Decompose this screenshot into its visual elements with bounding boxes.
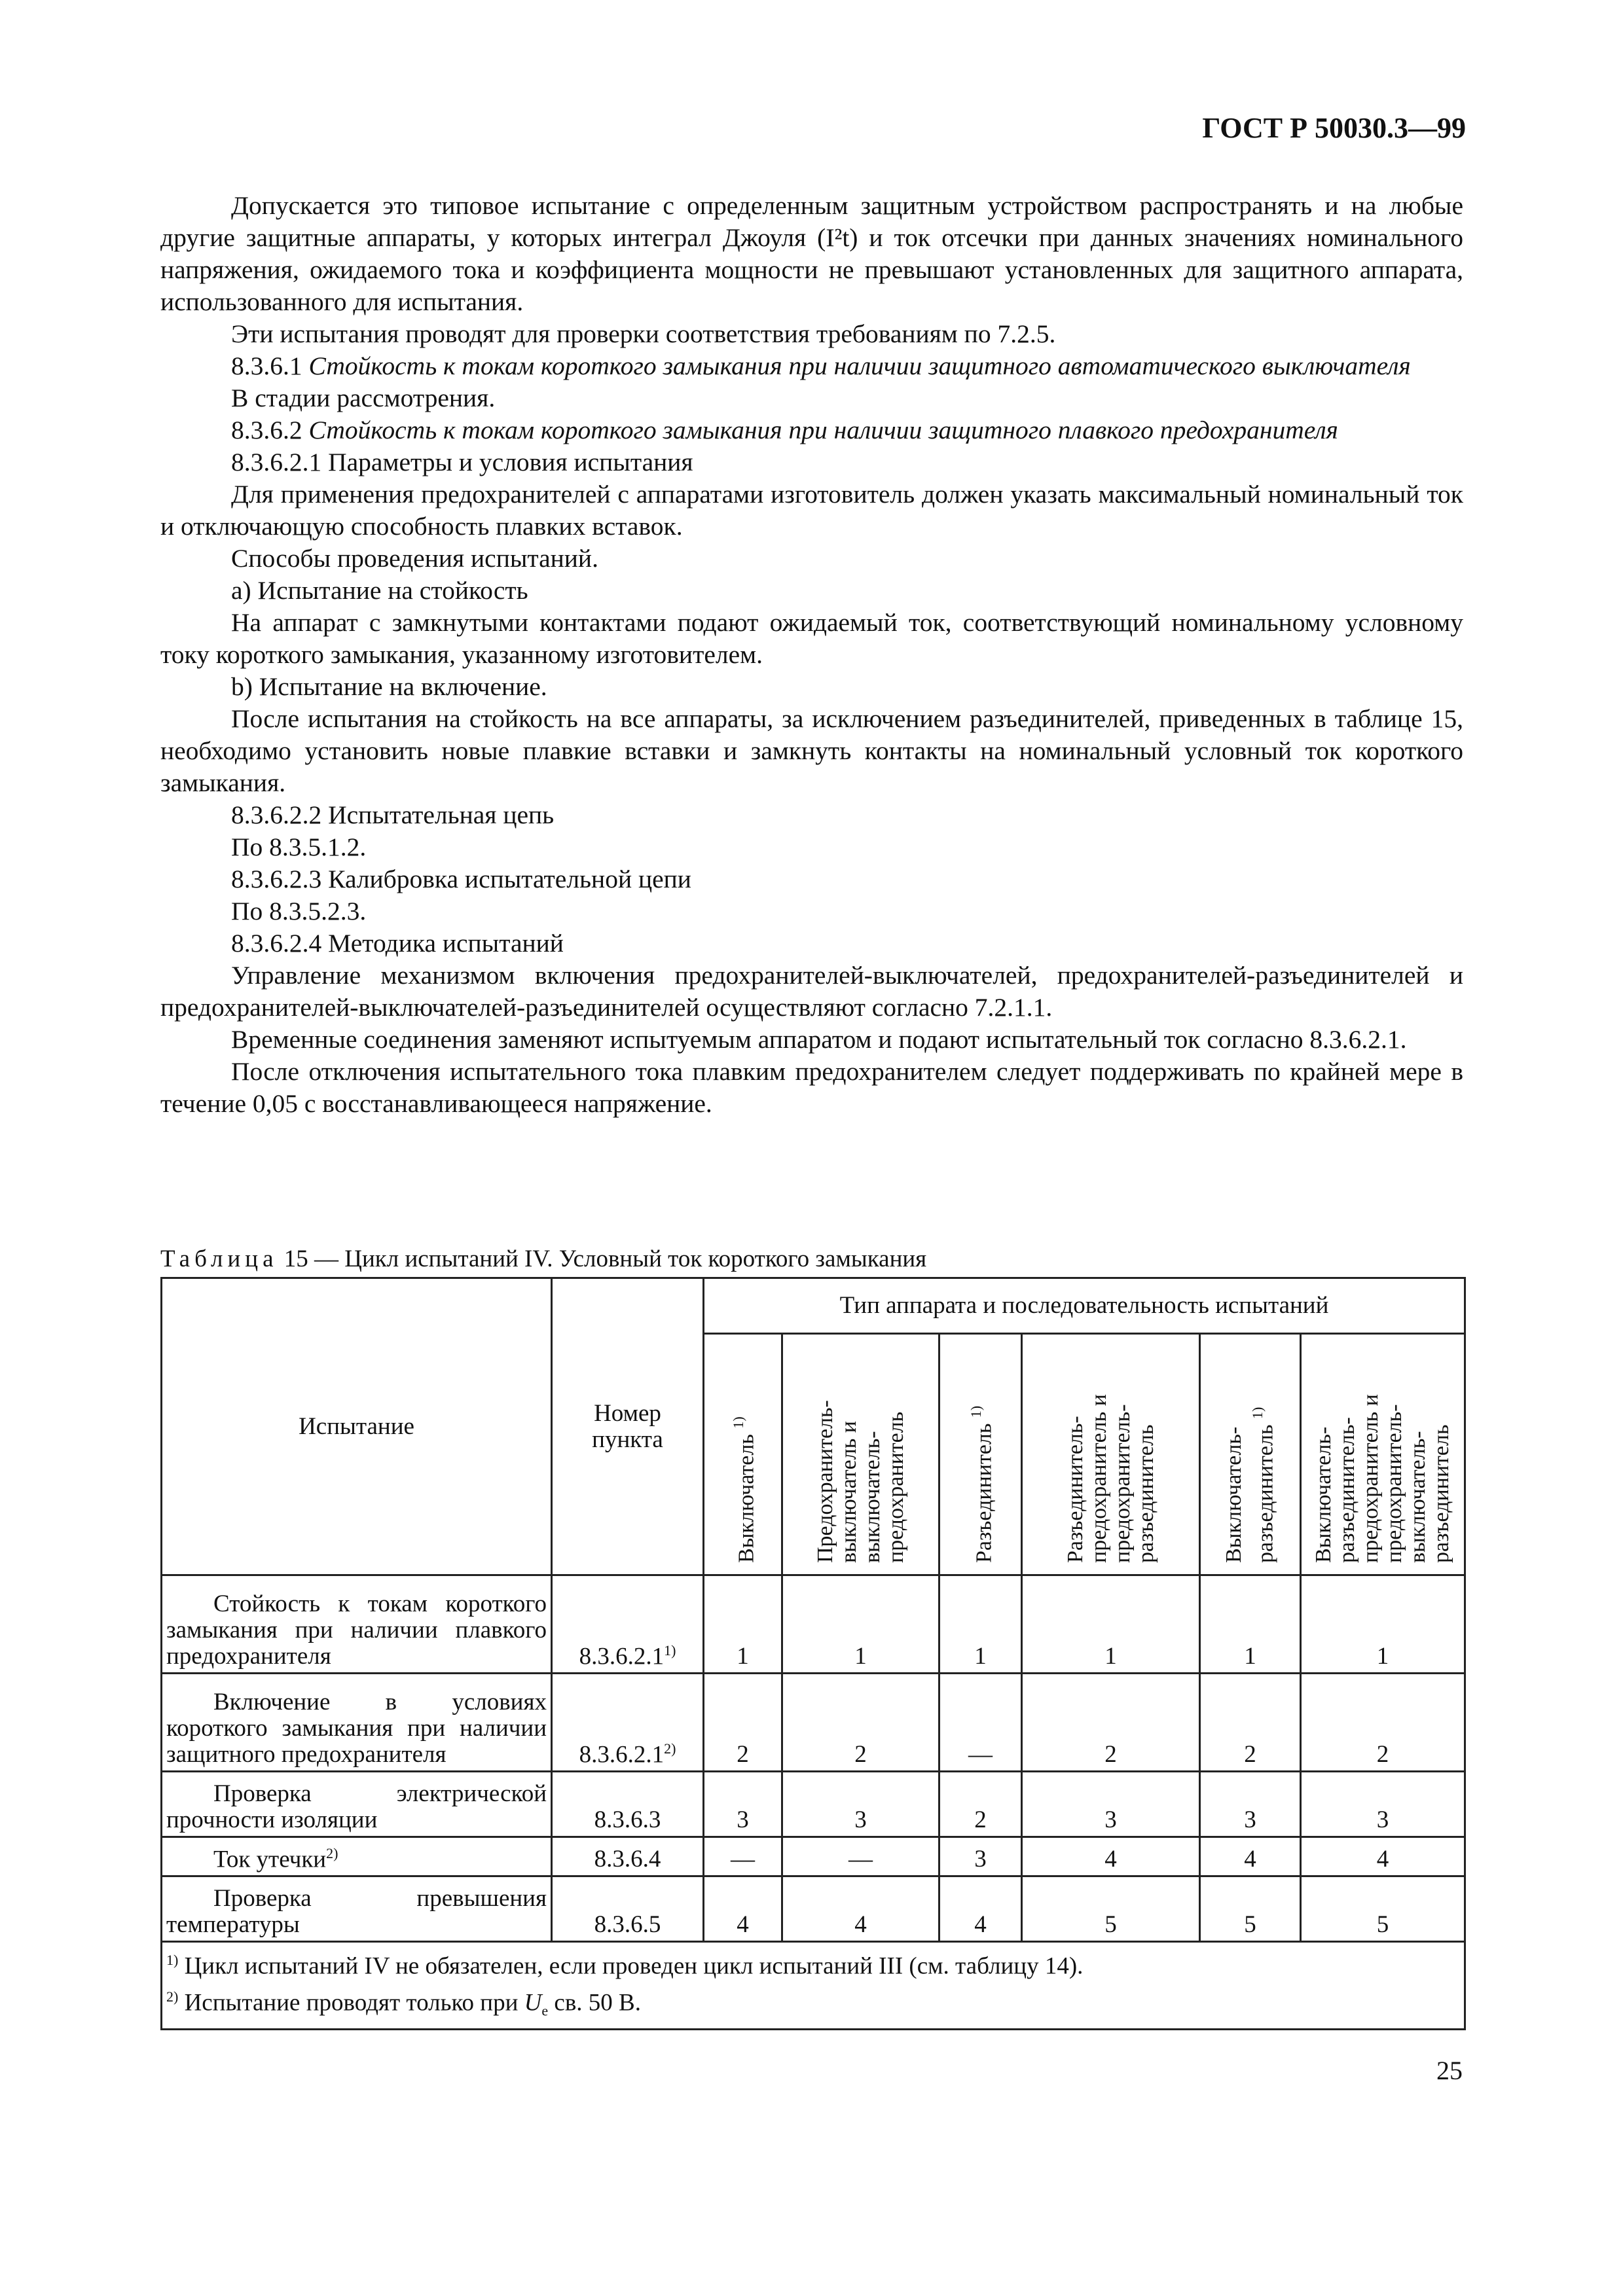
test-sequence-table bbox=[160, 1277, 1466, 2030]
paragraph: 8.3.6.2.1 Параметры и условия испытания bbox=[231, 448, 693, 476]
cell-value: 3 bbox=[704, 1772, 782, 1837]
cell-test: Стойкость к токам короткого замыкания при наличии плавкого предохранителя bbox=[162, 1575, 552, 1674]
paragraph: Способы проведения испытаний. bbox=[231, 544, 598, 573]
header-device-group: Тип аппарата и последовательность испытаний bbox=[704, 1278, 1465, 1334]
cell-value: 3 bbox=[939, 1837, 1022, 1876]
cell-value: 4 bbox=[939, 1876, 1022, 1942]
cell-test: Проверка превышения температуры bbox=[162, 1876, 552, 1942]
cell-value: 1 bbox=[1200, 1575, 1301, 1674]
paragraph: 8.3.6.2.2 Испытательная цепь bbox=[231, 800, 555, 829]
paragraph: На аппарат с замкнутыми контактами подают ожидаемый ток, соответствующий номинальному условному току короткого замыкания, указанному изготовителем. bbox=[160, 608, 1463, 669]
cell-value: 5 bbox=[1022, 1876, 1200, 1942]
table-note: $^{1)}$ Цикл испытаний IV не обязателен, если проведен цикл испытаний III (см. таблицу 14). bbox=[166, 1952, 1084, 1980]
paragraph: После испытания на стойкость на все аппараты, за исключением разъединителей, приведенных в таблице 15, необходимо установить новые плавкие вставки и замкнуть контакты на номинальный условный ток короткого замыкания. bbox=[160, 704, 1463, 797]
cell-value: 1 bbox=[939, 1575, 1022, 1674]
cell-value: — bbox=[704, 1837, 782, 1876]
header-device: Выключатель-разъединитель $^{1)}$ bbox=[1200, 1334, 1301, 1575]
cell-value: 4 bbox=[1022, 1837, 1200, 1876]
paragraph: По 8.3.5.2.3. bbox=[231, 897, 367, 925]
header-clause: Номер пункта bbox=[552, 1278, 704, 1575]
paragraph: Эти испытания проводят для проверки соответствия требованиям по 7.2.5. bbox=[231, 319, 1056, 348]
cell-test: Включение в условиях короткого замыкания при наличии защитного предохранителя bbox=[162, 1674, 552, 1772]
cell-value: 2 bbox=[939, 1772, 1022, 1837]
cell-value: 3 bbox=[1200, 1772, 1301, 1837]
paragraph: После отключения испытательного тока плавким предохранителем следует поддерживать по крайней мере в течение 0,05 с восстанавливающееся напряжение. bbox=[160, 1057, 1463, 1118]
cell-value: 3 bbox=[782, 1772, 939, 1837]
clause-heading bbox=[160, 350, 1463, 382]
table-row bbox=[162, 1575, 1465, 1674]
cell-value: 5 bbox=[1301, 1876, 1465, 1942]
table-notes-row bbox=[162, 1942, 1465, 2030]
table-caption bbox=[160, 1245, 926, 1273]
cell-value: 4 bbox=[1301, 1837, 1465, 1876]
cell-value: 1 bbox=[1301, 1575, 1465, 1674]
cell-value: 2 bbox=[704, 1674, 782, 1772]
header-test: Испытание bbox=[162, 1278, 552, 1575]
paragraph: По 8.3.5.1.2. bbox=[231, 833, 367, 861]
paragraph: В стадии рассмотрения. bbox=[231, 384, 496, 412]
paragraph: 8.3.6.2.3 Калибровка испытательной цепи bbox=[231, 865, 691, 893]
paragraph: Управление механизмом включения предохранителей-выключателей, предохранителей-разъединителей и предохранителей-выключателей-разъединителей осуществляют согласно 7.2.1.1. bbox=[160, 961, 1463, 1022]
paragraph: Для применения предохранителей с аппаратами изготовитель должен указать максимальный номинальный ток и отключающую способность плавких вставок. bbox=[160, 480, 1463, 541]
paragraph: 8.3.6.2.4 Методика испытаний bbox=[231, 929, 564, 958]
cell-value: 5 bbox=[1200, 1876, 1301, 1942]
cell-test: Проверка электрической прочности изоляции bbox=[162, 1772, 552, 1837]
table-note: $^{2)}$ Испытание проводят только при $U_e$ св. 50 В. bbox=[166, 1988, 641, 2019]
cell-value: 4 bbox=[782, 1876, 939, 1942]
cell-value: 4 bbox=[704, 1876, 782, 1942]
cell-test: Ток утечки$^{2)}$ bbox=[162, 1837, 552, 1876]
cell-clause: 8.3.6.5 bbox=[552, 1876, 704, 1942]
header-device: Разъединитель-предохранитель и предохранитель-разъединитель bbox=[1022, 1334, 1200, 1575]
cell-value: 2 bbox=[1022, 1674, 1200, 1772]
cell-value: 3 bbox=[1022, 1772, 1200, 1837]
clause-title: Стойкость к токам короткого замыкания при наличии защитного автоматического выключателя bbox=[308, 351, 1411, 380]
paragraph: a) Испытание на стойкость bbox=[231, 576, 528, 605]
cell-clause: 8.3.6.2.1$^{1)}$ bbox=[552, 1575, 704, 1674]
clause-title: Стойкость к токам короткого замыкания при наличии защитного плавкого предохранителя bbox=[308, 416, 1338, 444]
cell-value: 3 bbox=[1301, 1772, 1465, 1837]
header-device: Разъединитель $^{1)}$ bbox=[939, 1334, 1022, 1575]
body-text bbox=[160, 190, 1463, 1120]
cell-value: 2 bbox=[782, 1674, 939, 1772]
cell-clause: 8.3.6.2.1$^{2)}$ bbox=[552, 1674, 704, 1772]
clause-number: 8.3.6.1 bbox=[231, 351, 302, 380]
cell-clause: 8.3.6.4 bbox=[552, 1837, 704, 1876]
header-device: Выключатель $^{1)}$ bbox=[704, 1334, 782, 1575]
cell-value: 1 bbox=[782, 1575, 939, 1674]
table-row bbox=[162, 1674, 1465, 1772]
clause-heading bbox=[160, 414, 1463, 446]
table-caption-text: 15 — Цикл испытаний IV. Условный ток короткого замыкания bbox=[283, 1246, 927, 1272]
standard-designation: ГОСТ Р 50030.3—99 bbox=[1202, 112, 1466, 144]
table-notes bbox=[162, 1942, 1465, 2030]
cell-value: 2 bbox=[1301, 1674, 1465, 1772]
cell-value: — bbox=[939, 1674, 1022, 1772]
page-number: 25 bbox=[1436, 2056, 1463, 2085]
paragraph: Допускается это типовое испытание с определенным защитным устройством распространять и на любые другие защитные аппараты, у которых интеграл Джоуля (I²t) и ток отсечки при данных значениях номинального напряжения, ожидаемого тока и коэффициента мощности не превышают установленных для защитного аппарата, использованного для испытания. bbox=[160, 191, 1463, 316]
cell-value: 4 bbox=[1200, 1837, 1301, 1876]
cell-value: 1 bbox=[704, 1575, 782, 1674]
header-device: Предохранитель-выключатель и выключатель-предохранитель bbox=[782, 1334, 939, 1575]
cell-value: — bbox=[782, 1837, 939, 1876]
paragraph: b) Испытание на включение. bbox=[231, 672, 547, 701]
cell-clause: 8.3.6.3 bbox=[552, 1772, 704, 1837]
table-row bbox=[162, 1772, 1465, 1837]
header-device: Выключатель-разъединитель-предохранитель и предохранитель-выключатель-разъединитель bbox=[1301, 1334, 1465, 1575]
cell-value: 1 bbox=[1022, 1575, 1200, 1674]
clause-number: 8.3.6.2 bbox=[231, 416, 302, 444]
table-row bbox=[162, 1837, 1465, 1876]
table-row bbox=[162, 1876, 1465, 1942]
paragraph: Временные соединения заменяют испытуемым аппаратом и подают испытательный ток согласно 8.3.6.2.1. bbox=[231, 1025, 1407, 1054]
cell-value: 2 bbox=[1200, 1674, 1301, 1772]
table-caption-label: Таблица bbox=[160, 1246, 278, 1272]
